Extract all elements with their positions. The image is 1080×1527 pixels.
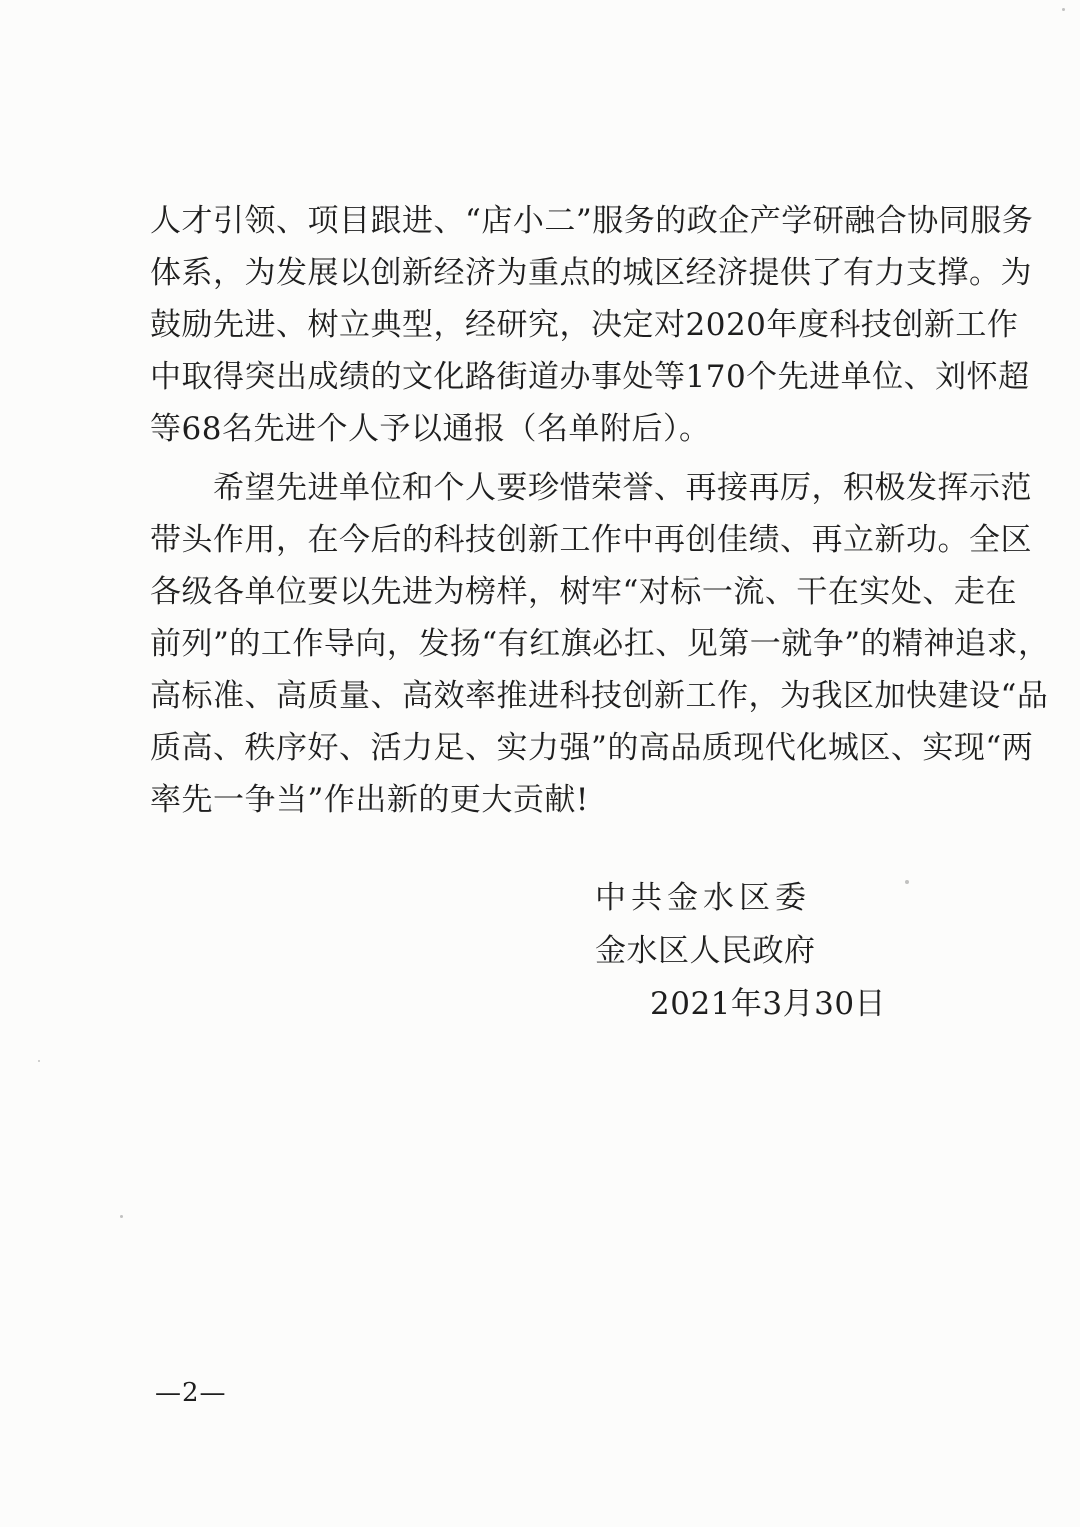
text-line: 带头作用，在今后的科技创新工作中再创佳绩、再立新功。全区 bbox=[150, 522, 1032, 558]
scan-speck bbox=[38, 1060, 40, 1062]
paragraph-1 bbox=[150, 195, 1034, 455]
signature-date: 2021年3月30日 bbox=[650, 986, 887, 1022]
text-line: 希望先进单位和个人要珍惜荣誉、再接再厉，积极发挥示范 bbox=[150, 470, 1032, 506]
text-line: 前列”的工作导向，发扬“有红旗必扛、见第一就争”的精神追求， bbox=[150, 626, 1050, 662]
page-number: —2— bbox=[155, 1378, 227, 1408]
paragraph-2 bbox=[150, 462, 1050, 826]
scan-speck bbox=[1062, 8, 1065, 11]
scan-speck bbox=[120, 1215, 123, 1218]
text-line: 等68名先进个人予以通报（名单附后）。 bbox=[150, 411, 711, 447]
text-line: 质高、秩序好、活力足、实力强”的高品质现代化城区、实现“两 bbox=[150, 730, 1034, 766]
text-line: 高标准、高质量、高效率推进科技创新工作，为我区加快建设“品 bbox=[150, 678, 1049, 714]
text-line: 中取得突出成绩的文化路街道办事处等170个先进单位、刘怀超 bbox=[150, 359, 1030, 395]
text-line: 各级各单位要以先进为榜样，树牢“对标一流、干在实处、走在 bbox=[150, 574, 1017, 610]
text-line: 率先一争当”作出新的更大贡献! bbox=[150, 782, 589, 818]
signature-party-committee: 中共金水区委 bbox=[595, 880, 811, 916]
text-line: 体系，为发展以创新经济为重点的城区经济提供了有力支撑。为 bbox=[150, 255, 1032, 291]
text-line: 人才引领、项目跟进、“店小二”服务的政企产学研融合协同服务 bbox=[150, 203, 1034, 239]
signature-government: 金水区人民政府 bbox=[595, 933, 816, 969]
scan-speck bbox=[905, 880, 909, 884]
text-line: 鼓励先进、树立典型，经研究，决定对2020年度科技创新工作 bbox=[150, 307, 1019, 343]
